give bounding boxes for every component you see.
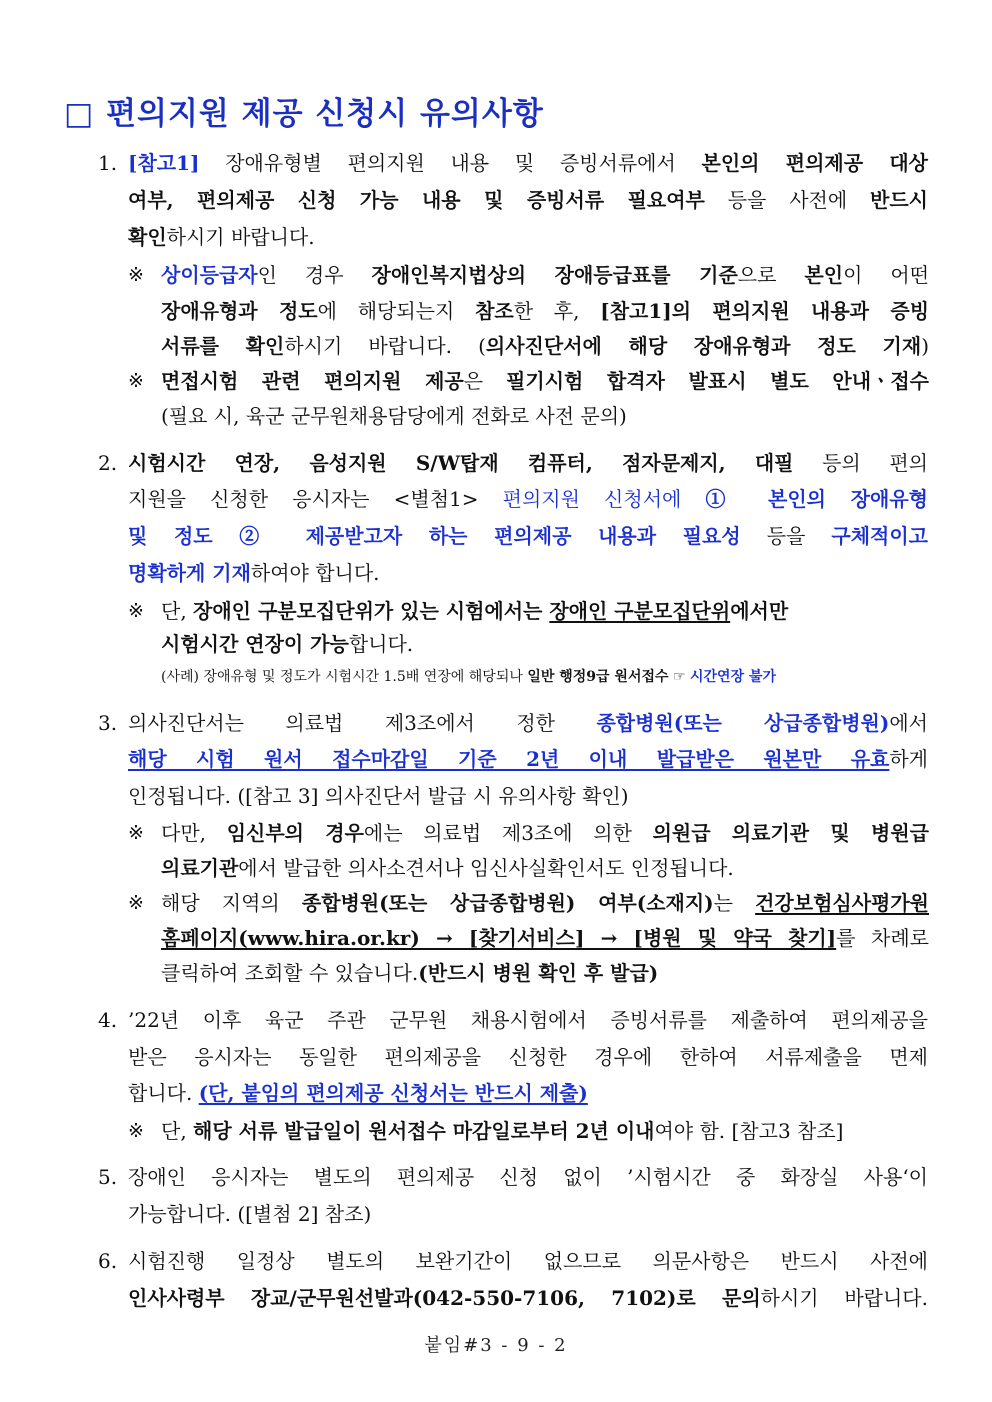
item-2-line-4: 명확하게 기재하여야 합니다. [128, 561, 380, 585]
item-3-note-1-line-1: 다만, 임신부의 경우에는 의료법 제3조에 의한 의원급 의료기관 및 병원급 [161, 821, 929, 845]
item-3-line-1: 의사진단서는 의료법 제3조에서 정한 종합병원(또는 상급종합병원)에서 [128, 711, 928, 735]
item-1-note-1-line-3: 서류를 확인하시기 바랍니다. (의사진단서에 해당 장애유형과 정도 기재) [161, 334, 929, 358]
item-1-note-2-line-1: 면접시험 관련 편의지원 제공은 필기시험 합격자 발표시 별도 안내ㆍ접수 [161, 369, 929, 393]
item-4-line-3: 합니다. (단, 붙임의 편의제공 신청서는 반드시 제출) [128, 1081, 588, 1105]
item-number: 4. [98, 1008, 118, 1032]
note-mark: ※ [128, 264, 144, 286]
item-3-note-2-line-3: 클릭하여 조회할 수 있습니다.(반드시 병원 확인 후 발급) [161, 961, 659, 985]
item-2-note-1-line-1: 단, 장애인 구분모집단위가 있는 시험에서는 장애인 구분모집단위에서만 [161, 599, 789, 623]
item-number: 6. [98, 1249, 118, 1273]
item-1-line-3: 확인하시기 바랍니다. [128, 225, 315, 249]
page-title: □ 편의지원 제공 신청시 유의사항 [64, 96, 544, 132]
item-3-line-3: 인정됩니다. ([참고 3] 의사진단서 발급 시 유의사항 확인) [128, 784, 629, 808]
item-number: 5. [98, 1165, 118, 1189]
item-6-line-2: 인사사령부 장교/군무원선발과(042-550-7106, 7102)로 문의하시기 바랍니다. [128, 1286, 928, 1310]
item-number: 3. [98, 711, 118, 735]
note-mark: ※ [128, 822, 144, 844]
note-mark: ※ [128, 892, 144, 914]
item-number: 1. [98, 151, 118, 175]
item-1-note-1-line-2: 장애유형과 정도에 해당되는지 참조한 후, [참고1]의 편의지원 내용과 증빙 [161, 299, 930, 323]
note-mark: ※ [128, 600, 144, 622]
item-number: 2. [98, 451, 118, 475]
item-1-note-1-line-1: 상이등급자인 경우 장애인복지법상의 장애등급표를 기준으로 본인이 어떤 [161, 263, 929, 287]
item-3-note-2-line-2: 홈페이지(www.hira.or.kr) → [찾기서비스] → [병원 및 약국 찾기]를 차례로 [161, 926, 929, 950]
item-1-note-2-line-2: (필요 시, 육군 군무원채용담당에게 전화로 사전 문의) [161, 404, 627, 428]
item-2-line-2: 지원을 신청한 응시자는 <별첨1> 편의지원 신청서에 ① 본인의 장애유형 [128, 487, 928, 511]
item-4-line-2: 받은 응시자는 동일한 편의제공을 신청한 경우에 한하여 서류제출을 면제 [128, 1045, 928, 1069]
item-2-note-1-line-2: 시험시간 연장이 가능합니다. [161, 632, 414, 656]
item-4-line-1: ’22년 이후 육군 주관 군무원 채용시험에서 증빙서류를 제출하여 편의제공을 [128, 1008, 928, 1032]
item-6-line-1: 시험진행 일정상 별도의 보완기간이 없으므로 의문사항은 반드시 사전에 [128, 1249, 928, 1273]
item-5-line-1: 장애인 응시자는 별도의 편의제공 신청 없이 ’시험시간 중 화장실 사용‘이 [128, 1165, 928, 1189]
note-mark: ※ [128, 1120, 144, 1142]
item-3-note-2-line-1: 해당 지역의 종합병원(또는 상급종합병원) 여부(소재지)는 건강보험심사평가원 [161, 891, 929, 915]
note-mark: ※ [128, 370, 144, 392]
item-1-line-2: 여부, 편의제공 신청 가능 내용 및 증빙서류 필요여부 등을 사전에 반드시 [128, 188, 928, 212]
item-5-line-2: 가능합니다. ([별첨 2] 참조) [128, 1202, 372, 1226]
item-2-line-1: 시험시간 연장, 음성지원 S/W탑재 컴퓨터, 점자문제지, 대필 등의 편의 [128, 451, 928, 475]
item-3-note-1-line-2: 의료기관에서 발급한 의사소견서나 임신사실확인서도 인정됩니다. [161, 856, 734, 880]
item-3-line-2: 해당 시험 원서 접수마감일 기준 2년 이내 발급받은 원본만 유효하게 [128, 747, 928, 771]
item-4-note-1-line-1: 단, 해당 서류 발급일이 원서접수 마감일로부터 2년 이내여야 함. [참고3 참조] [161, 1119, 844, 1143]
item-2-line-3: 및 정도 ② 제공받고자 하는 편의제공 내용과 필요성 등을 구체적이고 [128, 524, 928, 548]
item-1-line-1: [참고1] 장애유형별 편의지원 내용 및 증빙서류에서 본인의 편의제공 대상 [128, 151, 929, 175]
item-2-example: (사례) 장애유형 및 정도가 시험시간 1.5배 연장에 해당되나 일반 행정9급 원서접수 ☞ 시간연장 불가 [161, 669, 777, 685]
page-footer: 붙임#3 - 9 - 2 [424, 1335, 568, 1356]
